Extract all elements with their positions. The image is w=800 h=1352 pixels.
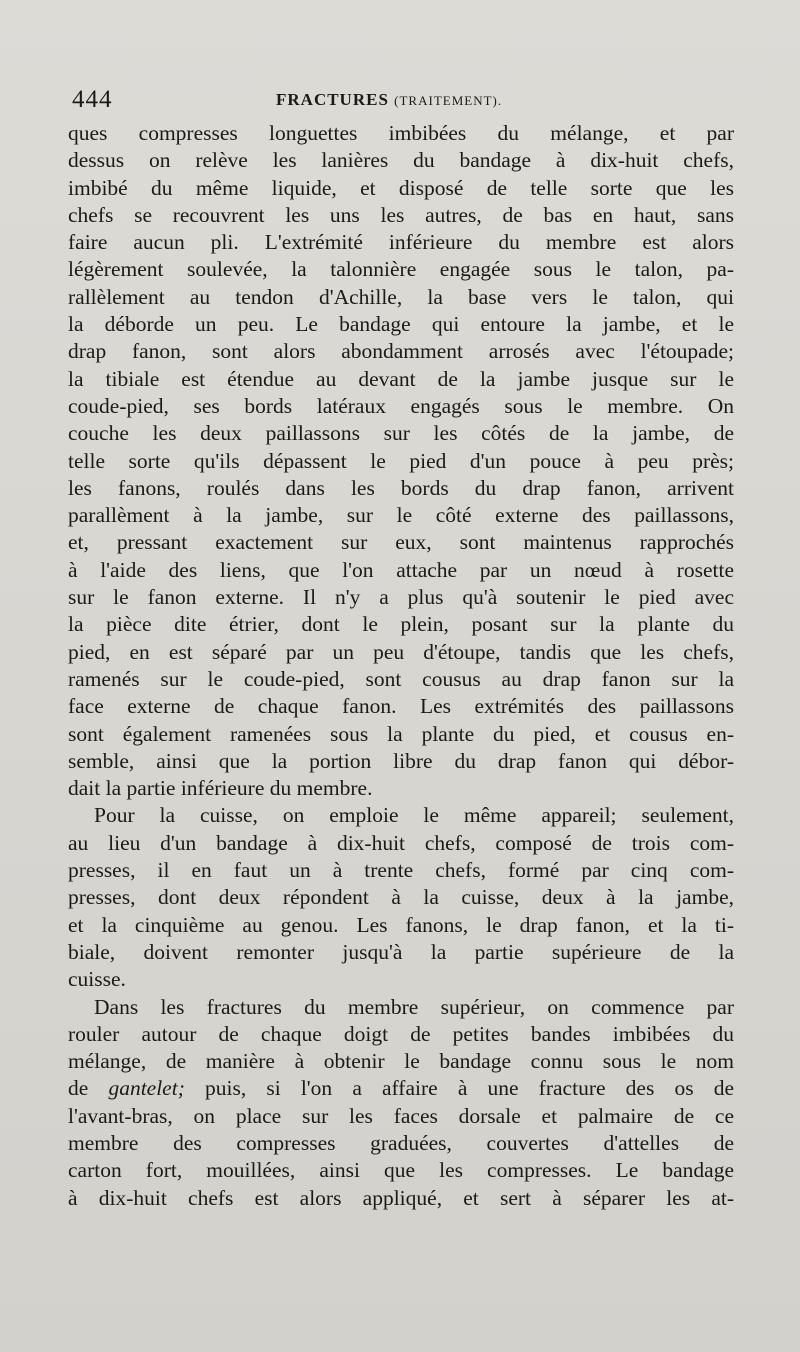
- text-line: parallèment à la jambe, sur le côté externe des paillassons,: [68, 503, 734, 528]
- body-text: [68, 120, 734, 1212]
- text-line: semble, ainsi que la portion libre du drap fanon qui débor-: [68, 748, 734, 773]
- text-line: biale, doivent remonter jusqu'à la partie supérieure de la: [68, 939, 734, 964]
- text-line: drap fanon, sont alors abondamment arrosés avec l'étoupade;: [68, 339, 734, 364]
- text-line: au lieu d'un bandage à dix-huit chefs, composé de trois com-: [68, 830, 734, 855]
- text-line: ramenés sur le coude-pied, sont cousus au drap fanon sur la: [68, 666, 734, 691]
- text-fragment: puis, si l'on a affaire à une fracture des os de: [184, 1076, 734, 1101]
- text-line: [68, 1075, 734, 1102]
- text-line: cuisse.: [68, 967, 126, 992]
- text-line: chefs se recouvrent les uns les autres, de bas en haut, sans: [68, 202, 734, 227]
- text-line: à l'aide des liens, que l'on attache par un nœud à rosette: [68, 557, 734, 582]
- text-line: presses, il en faut un à trente chefs, formé par cinq com-: [68, 858, 734, 883]
- text-line: et, pressant exactement sur eux, sont maintenus rapprochés: [68, 530, 734, 555]
- text-line: presses, dont deux répondent à la cuisse, deux à la jambe,: [68, 885, 734, 910]
- text-line: dessus on relève les lanières du bandage à dix-huit chefs,: [68, 148, 734, 173]
- text-line: l'avant-bras, on place sur les faces dorsale et palmaire de ce: [68, 1103, 734, 1128]
- italic-term: gantelet;: [108, 1076, 185, 1101]
- running-title-main: FRACTURES: [276, 90, 389, 109]
- text-fragment: de: [68, 1076, 109, 1101]
- text-line: Dans les fractures du membre supérieur, on commence par: [94, 994, 734, 1019]
- text-line: la pièce dite étrier, dont le plein, posant sur la plante du: [68, 612, 734, 637]
- text-line: sur le fanon externe. Il n'y a plus qu'à soutenir le pied avec: [68, 585, 734, 610]
- text-line: membre des compresses graduées, couvertes d'attelles de: [68, 1130, 734, 1155]
- text-line: carton fort, mouillées, ainsi que les compresses. Le bandage: [68, 1158, 734, 1183]
- page-number: 444: [72, 86, 113, 113]
- text-line: la déborde un peu. Le bandage qui entoure la jambe, et le: [68, 312, 734, 337]
- text-line: dait la partie inférieure du membre.: [68, 776, 373, 801]
- text-line: la tibiale est étendue au devant de la jambe jusque sur le: [68, 366, 734, 391]
- text-line: ques compresses longuettes imbibées du mélange, et par: [68, 121, 734, 145]
- text-line: légèrement soulevée, la talonnière engagée sous le talon, pa-: [68, 257, 734, 282]
- text-line: telle sorte qu'ils dépassent le pied d'un pouce à peu près;: [68, 448, 734, 473]
- text-line: sont également ramenées sous la plante du pied, et cousus en-: [68, 721, 734, 746]
- text-line: Pour la cuisse, on emploie le même appareil; seulement,: [94, 803, 734, 828]
- text-line: face externe de chaque fanon. Les extrémités des paillassons: [68, 694, 734, 719]
- text-line: mélange, de manière à obtenir le bandage connu sous le nom: [68, 1049, 734, 1074]
- text-line: rallèlement au tendon d'Achille, la base vers le talon, qui: [68, 284, 734, 309]
- page-header: [68, 84, 733, 120]
- text-line: faire aucun pli. L'extrémité inférieure du membre est alors: [68, 230, 734, 255]
- text-line: couche les deux paillassons sur les côtés de la jambe, de: [68, 421, 734, 446]
- text-line: et la cinquième au genou. Les fanons, le drap fanon, et la ti-: [68, 912, 734, 937]
- text-line: à dix-huit chefs est alors appliqué, et sert à séparer les at-: [68, 1185, 734, 1210]
- text-line: les fanons, roulés dans les bords du drap fanon, arrivent: [68, 475, 734, 500]
- text-line: rouler autour de chaque doigt de petites bandes imbibées du: [68, 1021, 734, 1046]
- text-line: imbibé du même liquide, et disposé de telle sorte que les: [68, 175, 734, 200]
- text-line: coude-pied, ses bords latéraux engagés sous le membre. On: [68, 393, 734, 418]
- running-title-subtitle: (TRAITEMENT).: [394, 93, 503, 108]
- running-title: [276, 90, 502, 110]
- text-line: pied, en est séparé par un peu d'étoupe, tandis que les chefs,: [68, 639, 734, 664]
